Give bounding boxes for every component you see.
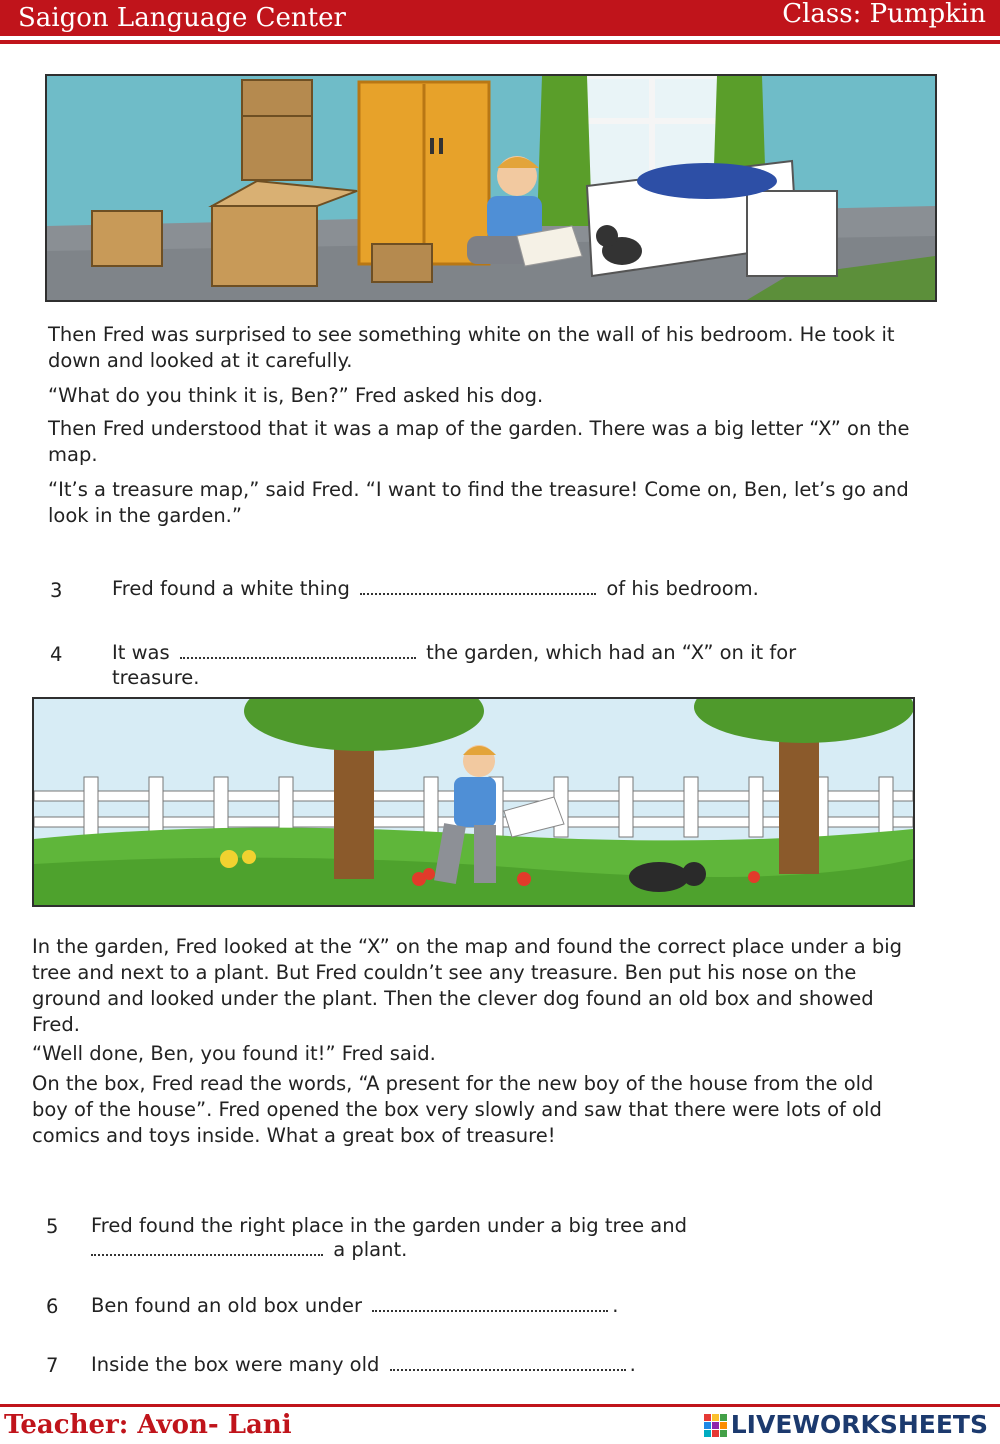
- question-7-text-before: Inside the box were many old: [91, 1353, 380, 1376]
- bedroom-illustration: [45, 74, 937, 302]
- garden-illustration: [32, 697, 915, 907]
- passage1-paragraph-2: “What do you think it is, Ben?” Fred asked his dog.: [48, 384, 544, 407]
- school-name: Saigon Language Center: [18, 3, 346, 33]
- passage1-paragraph-3: Then Fred understood that it was a map of the garden. There was a big letter “X” on the map.: [48, 417, 910, 466]
- question-5-text-after: a plant.: [333, 1238, 408, 1261]
- liveworksheets-brand-text: LIVEWORKSHEETS: [730, 1410, 988, 1439]
- liveworksheets-logo: [704, 1410, 988, 1440]
- question-6-text-before: Ben found an old box under: [91, 1294, 363, 1317]
- teacher-name: Teacher: Avon- Lani: [4, 1410, 292, 1440]
- header-bar: [0, 0, 1000, 36]
- question-7: [91, 1352, 891, 1378]
- question-5-line-1: Fred found the right place in the garden under a big tree and: [91, 1214, 687, 1237]
- passage2-paragraph-1: In the garden, Fred looked at the “X” on the map and found the correct place under a big tree and next to a plant. But Fred couldn’t see any treasure. Ben put his nose on the ground and looked under the plant. Then the clever dog found an old box and showed Fred.: [32, 935, 903, 1036]
- question-3-text-after: of his bedroom.: [606, 577, 759, 600]
- question-7-answer-blank[interactable]: [390, 1353, 626, 1371]
- question-4-number: 4: [50, 643, 63, 666]
- question-4-text-after: the garden, which had an “X” on it for: [426, 641, 797, 664]
- question-4: [112, 640, 932, 666]
- passage2-paragraph-2: “Well done, Ben, you found it!” Fred said.: [32, 1042, 436, 1065]
- question-3-number: 3: [50, 579, 63, 602]
- question-4-line-2: treasure.: [112, 666, 200, 689]
- question-7-text-after: .: [629, 1353, 636, 1376]
- class-label: Class: Pumpkin: [782, 0, 986, 29]
- question-7-number: 7: [46, 1354, 59, 1377]
- question-5-answer-blank[interactable]: [91, 1238, 323, 1256]
- question-3-answer-blank[interactable]: [360, 577, 596, 595]
- header-divider: [0, 40, 1000, 44]
- question-5-number: 5: [46, 1215, 59, 1238]
- passage1-paragraph-4: “It’s a treasure map,” said Fred. “I want to find the treasure! Come on, Ben, let’s go and look in the garden.”: [48, 478, 909, 527]
- question-3-text-before: Fred found a white thing: [112, 577, 350, 600]
- question-4-text-before: It was: [112, 641, 170, 664]
- question-6-number: 6: [46, 1295, 59, 1318]
- garden-drawing: [34, 699, 913, 905]
- question-3: [112, 576, 932, 602]
- footer-divider: [0, 1404, 1000, 1407]
- liveworksheets-logo-icon: [704, 1414, 727, 1437]
- question-5-line-2: [87, 1237, 687, 1263]
- question-4-answer-blank[interactable]: [180, 641, 416, 659]
- question-6-text-after: .: [612, 1294, 619, 1317]
- passage1-paragraph-1: Then Fred was surprised to see something white on the wall of his bedroom. He took it down and looked at it carefully.: [48, 323, 895, 372]
- bedroom-drawing: [47, 76, 935, 300]
- question-6-answer-blank[interactable]: [372, 1294, 608, 1312]
- passage2-paragraph-3: On the box, Fred read the words, “A present for the new boy of the house from the old boy of the house”. Fred opened the box very slowly and saw that there were lots of old comics and toys inside. What a great box of treasure!: [32, 1072, 882, 1147]
- question-6: [91, 1293, 891, 1319]
